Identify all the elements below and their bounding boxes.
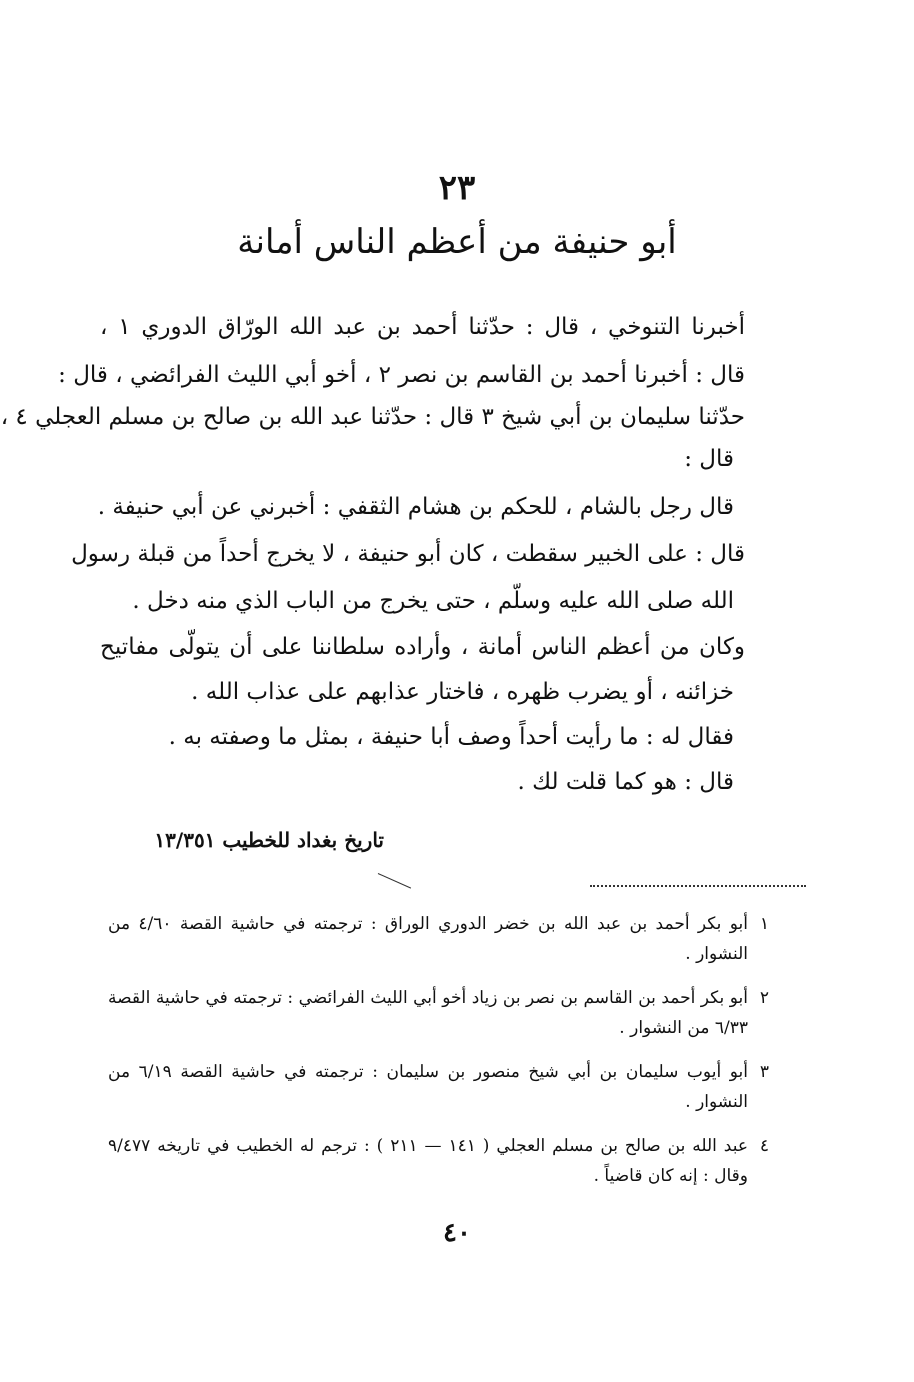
footnote-number: ٢ [759, 988, 769, 1008]
body-line: قال : هو كما قلت لك . [517, 769, 734, 795]
footnote-number: ٣ [759, 1062, 769, 1082]
footnote-line: النشوار . [685, 944, 748, 964]
body-line: قال رجل بالشام ، للحكم بن هشام الثقفي : أخبرني عن أبي حنيفة . [97, 494, 734, 520]
chapter-number: ٢٣ [438, 168, 476, 208]
body-line: فقال له : ما رأيت أحداً وصف أبا حنيفة ، بمثل ما وصفته به . [168, 724, 734, 750]
body-line: قال : أخبرنا أحمد بن القاسم بن نصر ٢ ، أخو أبي الليث الفرائضي ، قال : [58, 362, 745, 388]
footnote-line: أبو بكر أحمد بن القاسم بن نصر بن زياد أخو أبي الليث الفرائضي : ترجمته في حاشية القصة [108, 988, 748, 1008]
body-line: أخبرنا التنوخي ، قال : حدّثنا أحمد بن عبد الله الورّاق الدوري ١ ، [100, 314, 746, 340]
body-line: خزائنه ، أو يضرب ظهره ، فاختار عذابهم على عذاب الله . [191, 679, 734, 705]
footnote-line: ٦/٣٣ من النشوار . [619, 1018, 748, 1038]
body-line: وكان من أعظم الناس أمانة ، وأراده سلطاننا على أن يتولّى مفاتيح [100, 634, 745, 660]
pen-stroke-mark [378, 873, 411, 889]
body-line: حدّثنا سليمان بن أبي شيخ ٣ قال : حدّثنا عبد الله بن صالح بن مسلم العجلي ٤ ، [0, 404, 745, 430]
footnote-number: ٤ [759, 1136, 769, 1156]
footnote-separator [590, 885, 806, 887]
body-line: الله صلى الله عليه وسلّم ، حتى يخرج من الباب الذي منه دخل . [132, 588, 734, 614]
footnote-number: ١ [759, 914, 769, 934]
footnote-line: عبد الله بن صالح بن مسلم العجلي ( ١٤١ — ٢١١ ) : ترجم له الخطيب في تاريخه ٩/٤٧٧ [108, 1136, 749, 1156]
body-line: قال : [684, 446, 734, 472]
footnote-line: أبو بكر أحمد بن عبد الله بن خضر الدوري الوراق : ترجمته في حاشية القصة ٤/٦٠ من [108, 914, 748, 934]
footnote-line: أبو أيوب سليمان بن أبي شيخ منصور بن سليمان : ترجمته في حاشية القصة ٦/١٩ من [108, 1062, 748, 1082]
page-number: ٤٠ [443, 1218, 471, 1248]
body-line: قال : على الخبير سقطت ، كان أبو حنيفة ، لا يخرج أحداً من قبلة رسول [71, 541, 745, 567]
footnote-line: النشوار . [685, 1092, 748, 1112]
source-reference: تاريخ بغداد للخطيب ١٣/٣٥١ [154, 828, 384, 852]
footnote-line: وقال : إنه كان قاضياً . [593, 1166, 748, 1186]
chapter-title: أبو حنيفة من أعظم الناس أمانة [237, 222, 677, 262]
